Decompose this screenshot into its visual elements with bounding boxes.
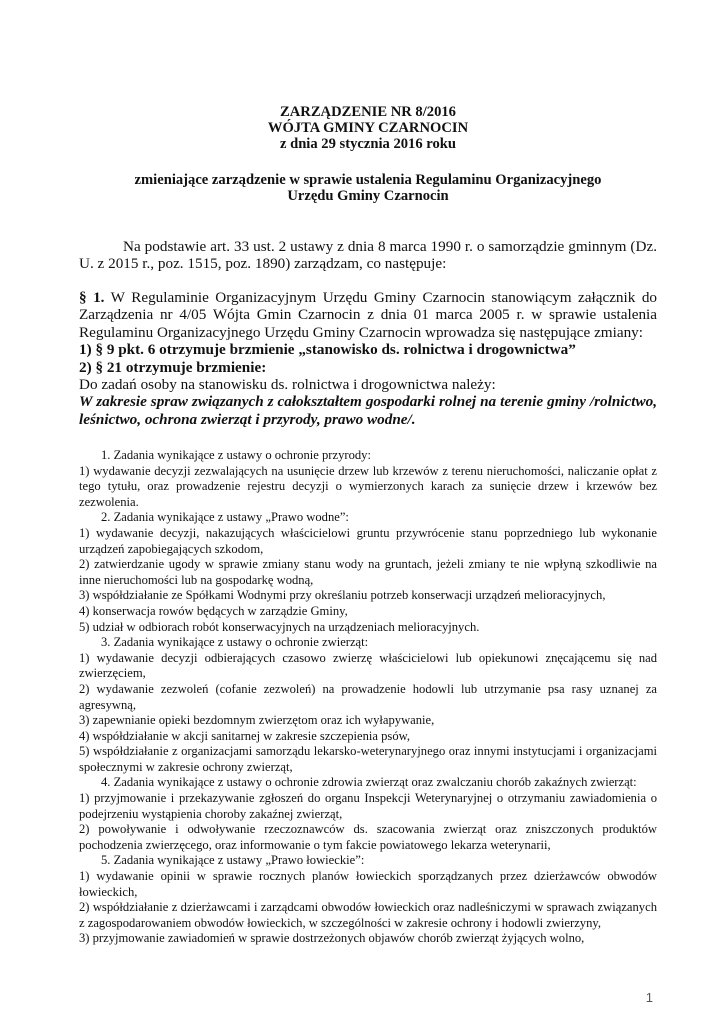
task-group-heading: 2. Zadania wynikające z ustawy „Prawo wodne”: [101,510,349,525]
task-group-heading: 5. Zadania wynikające z ustawy „Prawo łowieckie”: [101,853,365,868]
title-line-3: z dnia 29 stycznia 2016 roku [279,136,457,152]
task-item: 1) wydawanie decyzji, nakazujących właścicielowi gruntu przywrócenie stanu poprzedniego lub wykonanie urządzeń zapobiegających szkodom, [79,525,657,556]
task-item: 1) wydawanie decyzji odbierających czasowo zwierzę właścicielowi lub opiekunowi znęcającemu się nad zwierzęciem, [79,650,657,681]
change-1: 1) § 9 pkt. 6 otrzymuje brzmienie „stanowisko ds. rolnictwa i drogownictwa” [79,341,576,359]
section-1-text: W Regulaminie Organizacyjnym Urzędu Gminy Czarnocin stanowiącym załącznik do Zarządzenia nr 4/05 Wójta Gmin Czarnocin z dnia 01 marca 2005 r. w sprawie ustalenia Regulaminu Organizacyjnego Urzędu Gminy Czarnocin wprowadza się następujące zmiany: [79,289,658,341]
task-item: 4) współdziałanie w akcji sanitarnej w zakresie szczepienia psów, [79,728,411,743]
section-mark: § 1. [79,289,105,306]
task-group [79,853,657,947]
document-subject [79,172,657,204]
task-item: 5) udział w odbiorach robót konserwacyjnych na urządzeniach melioracyjnych. [79,619,480,634]
document-title [79,104,657,152]
task-group-heading: 4. Zadania wynikające z ustawy o ochronie zdrowia zwierząt oraz zwalczaniu chorób zakaźnych zwierząt: [101,775,637,790]
subject-line-1: zmieniające zarządzenie w sprawie ustalenia Regulaminu Organizacyjnego [134,172,602,188]
legal-basis-paragraph: Na podstawie art. 33 ust. 2 ustawy z dnia 8 marca 1990 r. o samorządzie gminnym (Dz. U. z 2015 r., poz. 1515, poz. 1890) zarządzam, co następuje: [79,238,657,273]
task-groups [79,448,657,947]
task-item: 2) współdziałanie z dzierżawcami i zarządcami obwodów łowieckich oraz nadleśniczymi w sprawach związanych z zagospodarowaniem obwodów łowieckich, w szczególności w zakresie ochrony i hodowli zwierzyny, [79,900,657,930]
subject-line-2: Urzędu Gminy Czarnocin [287,188,449,204]
task-item: 3) zapewnianie opieki bezdomnym zwierzętom oraz ich wyłapywanie, [79,713,435,728]
page-number: 1 [645,990,653,1005]
task-item: 3) współdziałanie ze Spółkami Wodnymi przy określaniu potrzeb konserwacji urządzeń melioracyjnych, [79,588,606,603]
task-item: 3) przyjmowanie zawiadomień w sprawie dostrzeżonych objawów chorób zwierząt żyjących wolno, [79,931,585,946]
scope-statement: W zakresie spraw związanych z całokształtem gospodarki rolnej na terenie gminy /rolnictwo, leśnictwo, ochrona zwierząt i przyrody, prawo wodne/. [79,393,657,428]
task-item: 1) wydawanie decyzji zezwalających na usunięcie drzew lub krzewów z terenu nieruchomości, naliczanie opłat z tego tytułu, oraz prowadzenie rejestru decyzji o wymierzonych karach za sunięcie drzew i krzewów bez zezwolenia. [79,463,657,509]
duties-intro: Do zadań osoby na stanowisku ds. rolnictwa i drogownictwa należy: [79,376,496,394]
task-group [79,448,657,510]
task-item: 2) wydawanie zezwoleń (cofanie zezwoleń) na prowadzenie hodowli lub utrzymanie psa rasy uznanej za agresywną, [79,681,657,712]
task-item: 2) zatwierdzanie ugody w sprawie zmiany stanu wody na gruntach, jeżeli zmiany te nie wpłyną szkodliwie na inne nieruchomości lub na gospodarkę wodną, [79,557,657,587]
task-group [79,635,657,775]
task-item: 4) konserwacja rowów będących w zarządzie Gminy, [79,603,348,618]
task-group-heading: 1. Zadania wynikające z ustawy o ochronie przyrody: [101,448,371,462]
task-group [79,510,657,635]
task-item: 5) współdziałanie z organizacjami samorządu lekarsko-weterynaryjnego oraz innymi instytucjami i organizacjami społecznymi w zakresie ochrony zwierząt, [79,744,657,774]
task-item: 1) przyjmowanie i przekazywanie zgłoszeń do organu Inspekcji Weterynaryjnej o otrzymaniu zawiadomienia o podejrzeniu wystąpienia choroby zakaźnej zwierząt, [79,791,657,821]
task-group [79,775,657,853]
section-1 [79,289,657,428]
section-1-paragraph [79,289,657,341]
task-item: 1) wydawanie opinii w sprawie rocznych planów łowieckich sporządzanych przez dzierżawców obwodów łowieckich, [79,869,657,899]
task-group-heading: 3. Zadania wynikające z ustawy o ochronie zwierząt: [101,635,369,650]
title-line-1: ZARZĄDZENIE NR 8/2016 [280,104,456,120]
change-2: 2) § 21 otrzymuje brzmienie: [79,358,267,376]
title-line-2: WÓJTA GMINY CZARNOCIN [267,120,469,136]
task-item: 2) powoływanie i odwoływanie rzeczoznawców ds. szacowania zwierząt oraz zniszczonych produktów pochodzenia zwierzęcego, oraz informowanie o tym fakcie powiatowego lekarza weterynarii, [79,822,657,852]
